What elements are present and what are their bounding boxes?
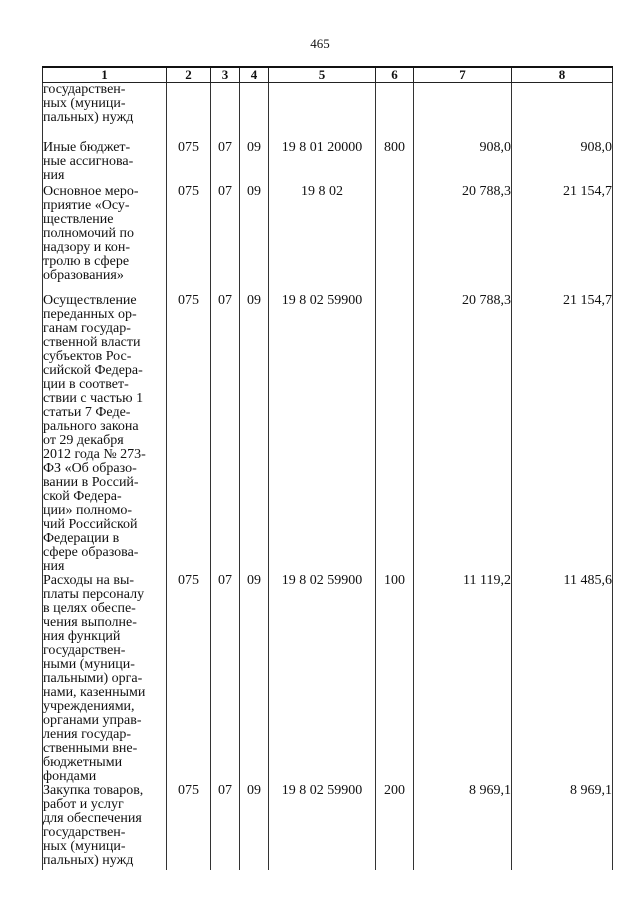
item-name-line: чения выполне- (43, 614, 137, 630)
cell-amount-year-2: 21 154,7 (512, 294, 613, 574)
item-name-line: ственными вне- (43, 740, 138, 756)
item-name-line: пальными) орга- (43, 670, 143, 686)
table-row (43, 784, 613, 870)
cell-section: 07 (211, 141, 240, 185)
item-name-line: нами, казенными (43, 684, 146, 700)
cell-amount-year-2: 11 485,6 (512, 574, 613, 784)
cell-target-article: 19 8 02 59900 (269, 294, 376, 574)
cell-item-name (43, 141, 167, 185)
item-name-line: переданных ор- (43, 306, 137, 322)
cell-expense-type (376, 294, 414, 574)
cell-admin-code: 075 (167, 141, 211, 185)
cell-subsection: 09 (240, 141, 269, 185)
cell-section: 07 (211, 185, 240, 294)
item-name-line: ными (муници- (43, 656, 135, 672)
cell-subsection: 09 (240, 784, 269, 870)
item-name-line: тролю в сфере (43, 253, 130, 269)
cell-target-article: 19 8 02 59900 (269, 574, 376, 784)
item-name-line: сфере образова- (43, 544, 139, 560)
cell-subsection: 09 (240, 185, 269, 294)
item-name-line: Федерации в (43, 530, 120, 546)
table-row (43, 574, 613, 784)
cell-section (211, 83, 240, 141)
table-row (43, 294, 613, 574)
cell-expense-type: 800 (376, 141, 414, 185)
item-name-line: ствии с частью 1 (43, 390, 144, 406)
item-name-line: в целях обеспе- (43, 600, 136, 616)
cell-target-article: 19 8 02 59900 (269, 784, 376, 870)
header-col-1: 1 (43, 67, 167, 83)
table-row (43, 83, 613, 141)
item-name-line: фондами (43, 768, 97, 784)
cell-expense-type: 200 (376, 784, 414, 870)
item-name-line: 2012 года № 273- (43, 446, 146, 462)
cell-amount-year-1: 8 969,1 (414, 784, 512, 870)
item-name-line: ции» полномо- (43, 502, 133, 518)
cell-expense-type (376, 185, 414, 294)
cell-subsection: 09 (240, 574, 269, 784)
cell-amount-year-1: 11 119,2 (414, 574, 512, 784)
cell-admin-code: 075 (167, 294, 211, 574)
item-name-line: пальных) нужд (43, 852, 134, 868)
item-name-line: ния (43, 167, 65, 183)
cell-admin-code: 075 (167, 574, 211, 784)
item-name-line: ных (муници- (43, 96, 126, 111)
item-name-line: полномочий по (43, 225, 135, 241)
item-name-line: Основное меро- (43, 183, 139, 199)
header-col-3: 3 (211, 67, 240, 83)
header-col-5: 5 (269, 67, 376, 83)
cell-amount-year-2: 908,0 (512, 141, 613, 185)
header-col-7: 7 (414, 67, 512, 83)
item-name-line: ции в соответ- (43, 376, 129, 392)
cell-amount-year-1: 908,0 (414, 141, 512, 185)
item-name-line: ФЗ «Об образо- (43, 460, 137, 476)
item-name-line: государствен- (43, 824, 126, 840)
cell-amount-year-2: 21 154,7 (512, 185, 613, 294)
cell-item-name (43, 83, 167, 141)
item-name-line: органами управ- (43, 712, 142, 728)
budget-table (42, 66, 613, 870)
item-name-line: Иные бюджет- (43, 139, 131, 155)
header-row (43, 67, 613, 83)
item-name-line: платы персоналу (43, 586, 145, 602)
cell-expense-type (376, 83, 414, 141)
cell-item-name (43, 294, 167, 574)
cell-section: 07 (211, 294, 240, 574)
cell-amount-year-1: 20 788,3 (414, 294, 512, 574)
cell-subsection (240, 83, 269, 141)
item-name-line: работ и услуг (43, 796, 124, 812)
item-name-line: приятие «Осу- (43, 197, 130, 213)
item-name-line: ления государ- (43, 726, 132, 742)
cell-item-name (43, 185, 167, 294)
header-col-8: 8 (512, 67, 613, 83)
item-name-line: Расходы на вы- (43, 572, 135, 588)
cell-target-article: 19 8 02 (269, 185, 376, 294)
item-name-line: бюджетными (43, 754, 123, 770)
item-name-line: ской Федера- (43, 488, 122, 504)
cell-item-name (43, 574, 167, 784)
item-name-line: ния (43, 558, 65, 574)
item-name-line: ществление (43, 211, 114, 227)
cell-target-article: 19 8 01 20000 (269, 141, 376, 185)
item-name-line: от 29 декабря (43, 432, 124, 448)
cell-amount-year-1: 20 788,3 (414, 185, 512, 294)
item-name-line: для обеспечения (43, 810, 142, 826)
page-number: 465 (310, 36, 330, 51)
item-name-line: ных (муници- (43, 838, 126, 854)
cell-expense-type: 100 (376, 574, 414, 784)
cell-amount-year-1 (414, 83, 512, 141)
item-name-line: пальных) нужд (43, 110, 134, 125)
header-col-2: 2 (167, 67, 211, 83)
item-name-line: Закупка товаров, (43, 782, 144, 798)
item-name-line: чий Российской (43, 516, 138, 532)
item-name-line: учреждениями, (43, 698, 135, 714)
cell-section: 07 (211, 574, 240, 784)
item-name-line: образования» (43, 267, 124, 283)
cell-amount-year-2 (512, 83, 613, 141)
cell-target-article (269, 83, 376, 141)
item-name-line: государствен- (43, 82, 126, 97)
cell-admin-code: 075 (167, 784, 211, 870)
cell-section: 07 (211, 784, 240, 870)
table-row (43, 141, 613, 185)
item-name-line: ния функций (43, 628, 121, 644)
item-name-line: ные ассигнова- (43, 153, 134, 169)
item-name-line: государствен- (43, 642, 126, 658)
item-name-line: ганам государ- (43, 320, 131, 336)
item-name-line: статьи 7 Феде- (43, 404, 131, 420)
table-row (43, 185, 613, 294)
header-col-6: 6 (376, 67, 414, 83)
item-name-line: ственной власти (43, 334, 141, 350)
item-name-line: сийской Федера- (43, 362, 143, 378)
item-name-line: надзору и кон- (43, 239, 131, 255)
cell-admin-code (167, 83, 211, 141)
table-body (43, 83, 613, 870)
item-name-line: рального закона (43, 418, 139, 434)
item-name-line: субъектов Рос- (43, 348, 132, 364)
cell-item-name (43, 784, 167, 870)
cell-admin-code: 075 (167, 185, 211, 294)
item-name-line: вании в Россий- (43, 474, 139, 490)
item-name-line: Осуществление (43, 292, 137, 308)
cell-subsection: 09 (240, 294, 269, 574)
header-col-4: 4 (240, 67, 269, 83)
cell-amount-year-2: 8 969,1 (512, 784, 613, 870)
